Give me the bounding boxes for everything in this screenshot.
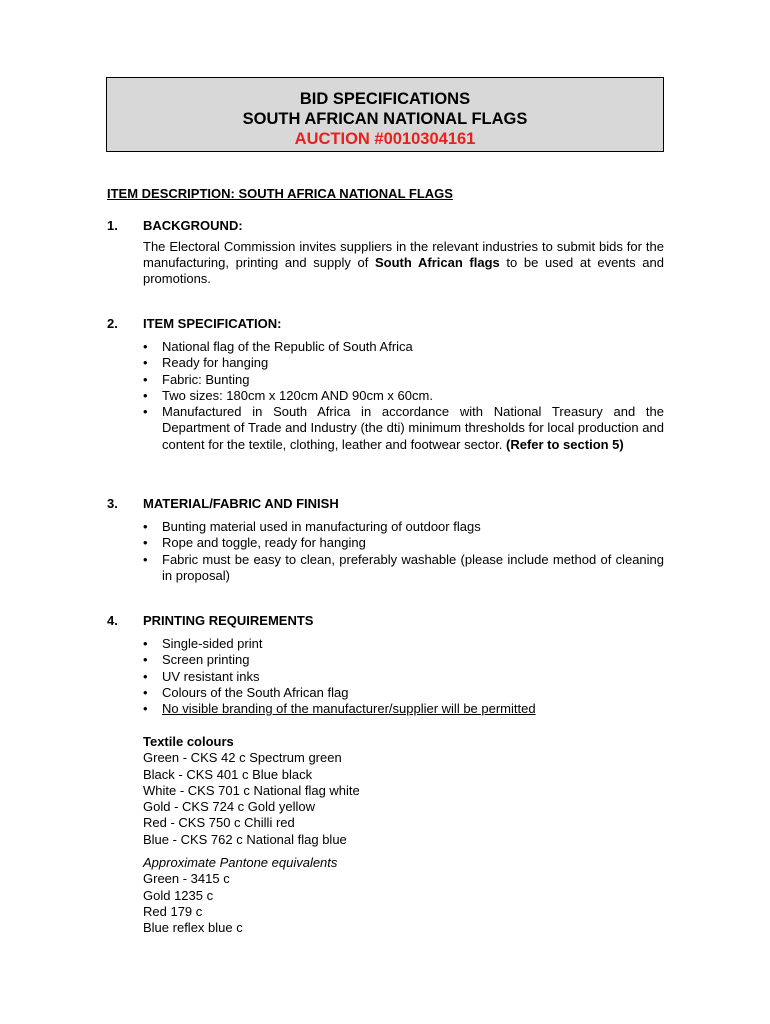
section-2-number: 2. (107, 316, 118, 331)
bullet-icon: • (143, 668, 148, 684)
background-text-before: The Electoral Commission invites suppliers in the relevant industries to submit bids for the manufacturing, printing and supply of (143, 239, 664, 270)
section-4-heading: PRINTING REQUIREMENTS (143, 613, 314, 628)
bullet-icon: • (143, 355, 148, 371)
list-item: • Fabric must be easy to clean, preferably washable (please include method of cleaning in proposal) (143, 551, 664, 583)
list-item: • Manufactured in South Africa in accordance with National Treasury and the Department of Trade and Industry (the dti) minimum thresholds for local production and content for the textile, clothing, leather and footwear sector. (Refer to section 5) (143, 404, 664, 452)
auction-number: AUCTION #0010304161 (294, 130, 476, 148)
list-item: • UV resistant inks (143, 668, 260, 684)
item-description-heading: ITEM DESCRIPTION: SOUTH AFRICA NATIONAL FLAGS (107, 186, 453, 201)
bullet-icon: • (143, 404, 148, 420)
list-item: • No visible branding of the manufacturer/supplier will be permitted (143, 701, 536, 717)
section-1-number: 1. (107, 218, 118, 233)
section-1-paragraph (143, 239, 664, 287)
document-title: BID SPECIFICATIONS (299, 90, 471, 108)
textile-colours-heading: Textile colours (143, 734, 234, 749)
bullet-icon: • (143, 551, 148, 567)
list-item: Green - 3415 c (143, 871, 230, 887)
section-2-bullet-list (143, 339, 664, 453)
list-item: Blue - CKS 762 c National flag blue (143, 831, 347, 847)
document-subtitle: SOUTH AFRICAN NATIONAL FLAGS (242, 110, 528, 128)
list-item: • National flag of the Republic of South Africa (143, 339, 413, 354)
list-item: White - CKS 701 c National flag white (143, 782, 360, 798)
list-item: Gold 1235 c (143, 887, 214, 903)
bullet-icon: • (143, 339, 148, 354)
section-3-heading: MATERIAL/FABRIC AND FINISH (143, 496, 339, 511)
bullet-icon: • (143, 535, 148, 551)
background-text-bold: South African flags (374, 255, 500, 270)
list-item: • Rope and toggle, ready for hanging (143, 535, 366, 551)
title-box (106, 77, 664, 152)
list-item: Red 179 c (143, 903, 203, 919)
section-4-bullet-list (143, 636, 664, 717)
bullet-icon: • (143, 636, 148, 651)
bullet-icon: • (143, 371, 148, 387)
bullet-icon: • (143, 387, 148, 403)
list-item: • Bunting material used in manufacturing of outdoor flags (143, 519, 481, 534)
section-3-bullet-list (143, 519, 664, 584)
list-item: • Two sizes: 180cm x 120cm AND 90cm x 60cm. (143, 387, 433, 403)
section-4-number: 4. (107, 613, 118, 628)
list-item: Black - CKS 401 c Blue black (143, 766, 313, 782)
pantone-block (143, 855, 337, 936)
bullet-icon: • (143, 652, 148, 668)
bullet-icon: • (143, 684, 148, 700)
section-3-number: 3. (107, 496, 118, 511)
textile-colours-block (143, 734, 360, 848)
refer-section-note: (Refer to section 5) (506, 436, 624, 452)
list-item: • Fabric: Bunting (143, 371, 250, 387)
list-item: • Ready for hanging (143, 355, 269, 371)
section-1-heading: BACKGROUND: (143, 218, 243, 233)
pantone-heading: Approximate Pantone equivalents (143, 855, 338, 870)
section-2-heading: ITEM SPECIFICATION: (143, 316, 282, 331)
list-item: Blue reflex blue c (143, 920, 243, 936)
list-item: • Single-sided print (143, 636, 263, 651)
list-item: Red - CKS 750 c Chilli red (143, 815, 295, 831)
list-item: • Screen printing (143, 652, 250, 668)
background-text-after: to be used at events and promotions. (143, 255, 664, 286)
list-item: Green - CKS 42 c Spectrum green (143, 750, 342, 766)
bullet-icon: • (143, 701, 148, 717)
list-item: Gold - CKS 724 c Gold yellow (143, 799, 315, 815)
list-item: • Colours of the South African flag (143, 684, 349, 700)
bullet-icon: • (143, 519, 148, 534)
